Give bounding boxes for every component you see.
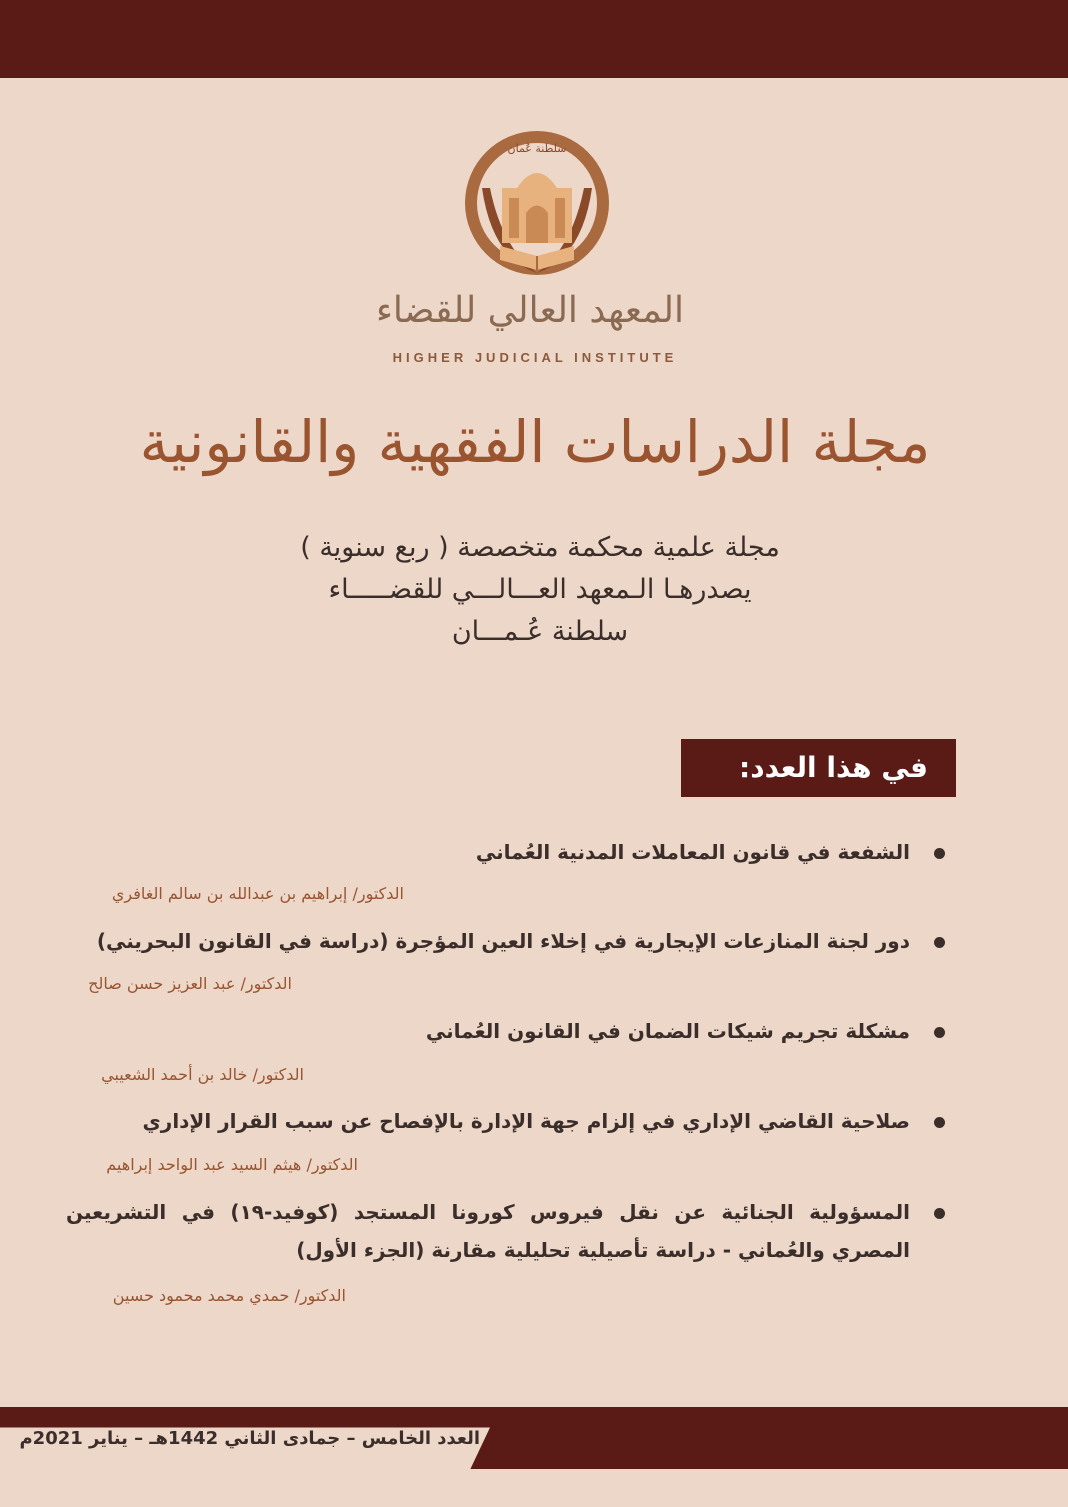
article-author: الدكتور/ إبراهيم بن عبدالله بن سالم الغافري xyxy=(111,884,404,903)
article-author: الدكتور/ خالد بن أحمد الشعيبي xyxy=(101,1065,304,1084)
institute-name-english: HIGHER JUDICIAL INSTITUTE xyxy=(392,350,678,365)
journal-subtitle-1: مجلة علمية محكمة متخصصة ( ربع سنوية ) xyxy=(300,532,780,563)
bullet-icon xyxy=(934,937,945,948)
bullet-icon xyxy=(934,1117,945,1128)
article-title: المسؤولية الجنائية عن نقل فيروس كورونا المستجد (كوفيد-١٩) في التشريعين المصري والعُماني - دراسة تأصيلية تحليلية مقارنة (الجزء الأول) xyxy=(66,1200,910,1262)
bullet-icon xyxy=(934,848,945,859)
journal-subtitle-2: يصدرهـا الـمعهد العـــالـــي للقضـــــاء xyxy=(328,574,752,605)
in-this-issue-heading: في هذا العدد: xyxy=(681,739,956,797)
article-author: الدكتور/ حمدي محمد محمود حسين xyxy=(112,1286,346,1305)
article-title: دور لجنة المنازعات الإيجارية في إخلاء العين المؤجرة (دراسة في القانون البحريني) xyxy=(96,929,910,953)
article-title: الشفعة في قانون المعاملات المدنية العُماني xyxy=(475,840,910,864)
institute-name-arabic: المعهد العالي للقضاء xyxy=(375,290,685,331)
top-band xyxy=(0,0,1068,78)
bullet-icon xyxy=(934,1208,945,1219)
journal-subtitle-3: سلطنة عُـمـــان xyxy=(451,616,629,647)
article-title: مشكلة تجريم شيكات الضمان في القانون العُماني xyxy=(425,1019,910,1043)
institute-logo-emblem xyxy=(462,128,612,278)
bullet-icon xyxy=(934,1027,945,1038)
issue-date: العدد الخامس – جمادى الثاني 1442هـ – يناير 2021م xyxy=(19,1428,480,1449)
article-title: صلاحية القاضي الإداري في إلزام جهة الإدارة بالإفصاح عن سبب القرار الإداري xyxy=(142,1109,910,1133)
logo-arc-text: سلطنة عُمان xyxy=(507,142,567,155)
article-author: الدكتور/ عبد العزيز حسن صالح xyxy=(88,974,292,993)
journal-title: مجلة الدراسات الفقهية والقانونية xyxy=(139,408,931,476)
article-author: الدكتور/ هيثم السيد عبد الواحد إبراهيم xyxy=(106,1155,358,1174)
